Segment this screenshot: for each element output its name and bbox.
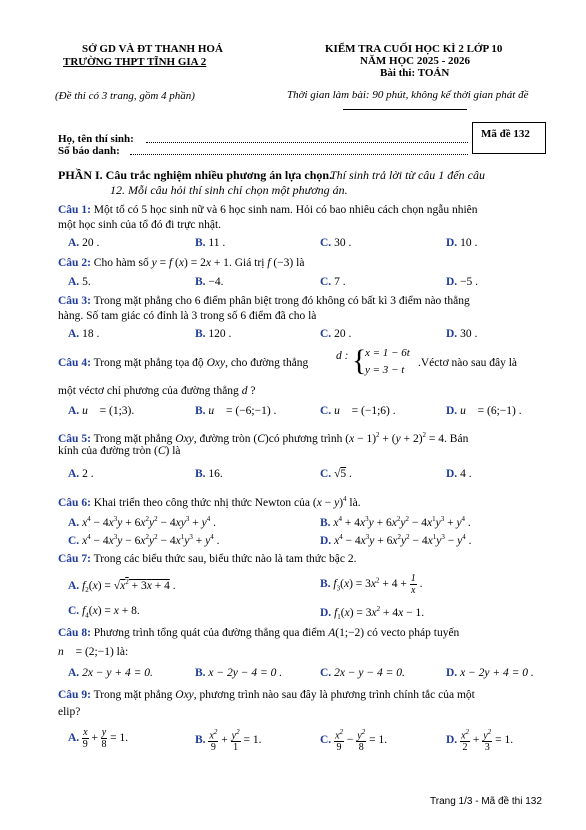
line-d-symbol: d : xyxy=(336,350,349,362)
q2-option-a[interactable]: A. 5. xyxy=(68,276,91,288)
department-name: SỞ GD VÀ ĐT THANH HOÁ xyxy=(82,43,223,55)
q3-option-b[interactable]: B. 120 . xyxy=(195,328,232,340)
question-4: Câu 4: Trong mặt phẳng tọa độ Oxy, cho đường thẳng xyxy=(58,357,309,369)
q2-option-c[interactable]: C. 7 . xyxy=(320,276,346,288)
q3-option-d[interactable]: D. 30 . xyxy=(446,328,478,340)
question-9: Câu 9: Trong mặt phẳng Oxy, phương trình nào sau đây là phương trình chính tắc của một xyxy=(58,689,475,701)
question-7: Câu 7: Trong các biểu thức sau, biểu thức nào là tam thức bậc 2. xyxy=(58,553,357,565)
question-4-tail: .Véctơ nào sau đây là xyxy=(418,357,518,369)
question-8-line2: n⃗ = (2;−1) là: xyxy=(58,646,129,658)
id-label: Số báo danh: xyxy=(58,145,120,157)
question-8: Câu 8: Phương trình tổng quát của đường thẳng qua điểm A(1;−2) có vecto pháp tuyến xyxy=(58,627,460,639)
q4-option-a[interactable]: A. u⃗ = (1;3). xyxy=(68,405,135,417)
question-2: Câu 2: Cho hàm số y = f (x) = 2x + 1. Giá trị f (−3) là xyxy=(58,257,305,269)
question-4-line2: một véctơ chỉ phương của đường thẳng d ? xyxy=(58,385,256,397)
q9-option-d[interactable]: D. $\frac{x^2}{2}$ + $\frac{y^2}{3}$ = 1. xyxy=(446,728,514,754)
q6-option-a[interactable]: A. $x^4 - 4x^3y + 6x^2y^2 - 4xy^3 + y^4$ . xyxy=(68,515,216,529)
q6-option-c[interactable]: C. $x^4 - 4x^3y - 6x^2y^2 - 4x^1y^3 + y^4$ . xyxy=(68,533,220,547)
time-info: Thời gian làm bài: 90 phút, không kể thời gian phát đề xyxy=(287,89,529,101)
q6-option-d[interactable]: D. $x^4 - 4x^3y + 6x^2y^2 - 4x^1y^3 - y^4$ . xyxy=(320,533,472,547)
name-label: Họ, tên thí sinh: xyxy=(58,133,134,145)
q7-option-b[interactable]: B. $f_3(x) = 3x^2 + 4$ + $\frac{1}{x}$ . xyxy=(320,573,423,596)
school-name: TRƯỜNG THPT TĨNH GIA 2 xyxy=(63,56,207,68)
param-y: y = 3 − t xyxy=(365,364,405,376)
q5-option-c[interactable]: C. √5 . xyxy=(320,468,352,480)
q9-option-a[interactable]: A. $\frac{x}{9}$ + $\frac{y}{8}$ = 1. xyxy=(68,727,129,750)
q8-option-a[interactable]: A. 2x − y + 4 = 0. xyxy=(68,667,153,679)
id-field[interactable] xyxy=(130,154,468,155)
name-field[interactable] xyxy=(146,142,468,143)
param-x: x = 1 − 6t xyxy=(365,347,410,359)
question-5-line2: kính của đường tròn (C) là xyxy=(58,445,181,457)
q8-option-c[interactable]: C. 2x − y − 4 = 0. xyxy=(320,667,405,679)
school-year: NĂM HỌC 2025 - 2026 xyxy=(360,55,470,67)
q7-option-d[interactable]: D. $f_1(x) = 3x^2 + 4x - 1$. xyxy=(320,605,425,622)
q1-option-a[interactable]: A. 20 . xyxy=(68,237,100,249)
fraction-1-over-x: $\frac{1}{x}$ xyxy=(410,573,416,596)
question-1-line2: một học sinh của tổ đó đi trực nhật. xyxy=(58,219,222,231)
q1-option-b[interactable]: B. 11 . xyxy=(195,237,226,249)
q7-option-a[interactable]: A. $f_2(x) = √x^2 + 3x + 4$ . xyxy=(68,578,176,595)
q6-option-b[interactable]: B. $x^4 + 4x^3y + 6x^2y^2 - 4x^1y^3 + y^4$ . xyxy=(320,515,471,529)
part1-desc1: Thí sinh trả lời từ câu 1 đến câu xyxy=(330,168,485,182)
page-footer: Trang 1/3 - Mã đề thi 132 xyxy=(430,796,542,807)
q5-option-d[interactable]: D. 4 . xyxy=(446,468,472,480)
q9-option-c[interactable]: C. $\frac{x^2}{9}$ − $\frac{y^2}{8}$ = 1. xyxy=(320,728,388,754)
exam-title: KIỂM TRA CUỐI HỌC KÌ 2 LỚP 10 xyxy=(325,43,503,55)
question-3: Câu 3: Trong mặt phẳng cho 6 điểm phân biệt trong đó không có bất kì 3 điểm nào thẳng xyxy=(58,295,470,307)
part1-desc2: 12. Mỗi câu hỏi thí sinh chỉ chọn một phương án. xyxy=(110,183,348,197)
question-1: Câu 1: Một tổ có 5 học sinh nữ và 6 học sinh nam. Hỏi có bao nhiêu cách chọn ngẫu nhiên xyxy=(58,204,478,216)
q3-option-a[interactable]: A. 18 . xyxy=(68,328,100,340)
q1-option-d[interactable]: D. 10 . xyxy=(446,237,478,249)
q5-option-b[interactable]: B. 16. xyxy=(195,468,223,480)
q1-option-c[interactable]: C. 30 . xyxy=(320,237,352,249)
q4-option-c[interactable]: C. u⃗ = (−1;6) . xyxy=(320,405,396,417)
divider xyxy=(343,109,467,110)
q8-option-b[interactable]: B. x − 2y − 4 = 0 . xyxy=(195,667,283,679)
q2-option-b[interactable]: B. −4. xyxy=(195,276,224,288)
question-3-line2: hàng. Số tam giác có đỉnh là 3 trong số 6 điểm đã cho là xyxy=(58,310,317,322)
part1-title: PHẦN I. Câu trắc nghiệm nhiều phương án lựa chọn. xyxy=(58,168,333,182)
question-5: Câu 5: Trong mặt phẳng Oxy, đường tròn (C)có phương trình $(x - 1)^2 + (y + 2)^2 = 4$. Bán xyxy=(58,431,469,445)
q9-option-b[interactable]: B. $\frac{x^2}{9}$ + $\frac{y^2}{1}$ = 1. xyxy=(195,728,262,754)
exam-code: Mã đề 132 xyxy=(481,128,530,140)
q2-option-d[interactable]: D. −5 . xyxy=(446,276,479,288)
page-info: (Đề thi có 3 trang, gồm 4 phần) xyxy=(55,90,195,102)
question-9-line2: elip? xyxy=(58,706,81,718)
question-6: Câu 6: Khai triển theo công thức nhị thức Newton của $(x - y)^4$ là. xyxy=(58,495,361,509)
q7-option-c[interactable]: C. $f_4(x) = x + 8$. xyxy=(68,605,140,620)
q5-option-a[interactable]: A. 2 . xyxy=(68,468,94,480)
q8-option-d[interactable]: D. x − 2y + 4 = 0 . xyxy=(446,667,534,679)
q4-option-d[interactable]: D. u⃗ = (6;−1) . xyxy=(446,405,522,417)
q4-option-b[interactable]: B. u⃗ = (−6;−1) . xyxy=(195,405,277,417)
q3-option-c[interactable]: C. 20 . xyxy=(320,328,352,340)
system-brace: { xyxy=(352,344,367,377)
subject: Bài thi: TOÁN xyxy=(380,67,450,79)
